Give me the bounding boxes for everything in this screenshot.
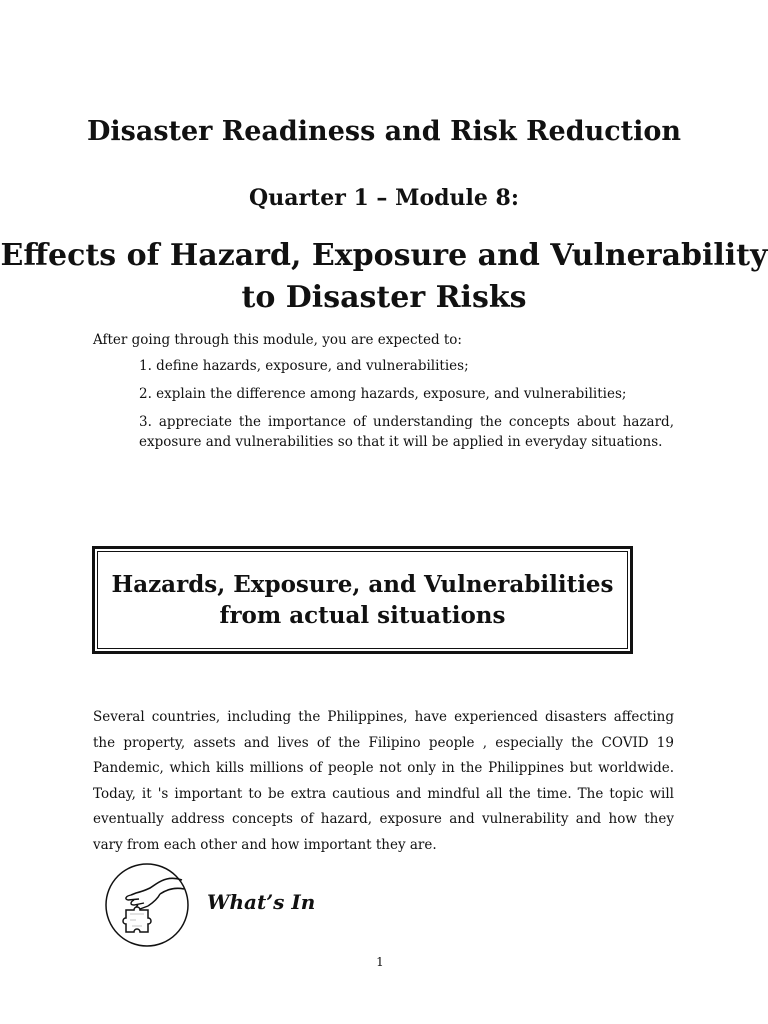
subject-title-text: Disaster Readiness and Risk Reduction xyxy=(86,116,682,147)
objective-item: 3. appreciate the importance of understanding the concepts about hazard, exposure and vulnerabilities so that it will be applied in everyday situations. xyxy=(139,414,674,450)
lesson-title-text: Effects of Hazard, Exposure and Vulnerability to Disaster Risks xyxy=(0,238,768,315)
lesson-title xyxy=(0,235,768,319)
objectives-list xyxy=(139,356,674,460)
subject-title xyxy=(0,114,768,149)
hand-puzzle-icon xyxy=(104,862,190,948)
objective-item: 1. define hazards, exposure, and vulnerabilities; xyxy=(139,358,469,374)
section-title-box xyxy=(92,546,633,654)
module-line: Quarter 1 – Module 8: xyxy=(249,185,519,211)
section-title: Hazards, Exposure, and Vulnerabilities from actual situations xyxy=(97,551,628,649)
objective-item: 2. explain the difference among hazards, exposure, and vulnerabilities; xyxy=(139,386,627,402)
objectives-intro: After going through this module, you are expected to: xyxy=(93,332,462,348)
page-number: 1 xyxy=(376,955,384,969)
whats-in-heading: What’s In xyxy=(207,890,316,914)
body-paragraph: Several countries, including the Philippines, have experienced disasters affecting the property, assets and lives of the Filipino people , especially the COVID 19 Pandemic, which kills millions of people not only in the Philippines but worldwide. Today, it 's important to be extra cautious and mindful all the time. The topic will eventually address concepts of hazard, exposure and vulnerability and how they vary from each other and how important they are. xyxy=(93,709,674,853)
